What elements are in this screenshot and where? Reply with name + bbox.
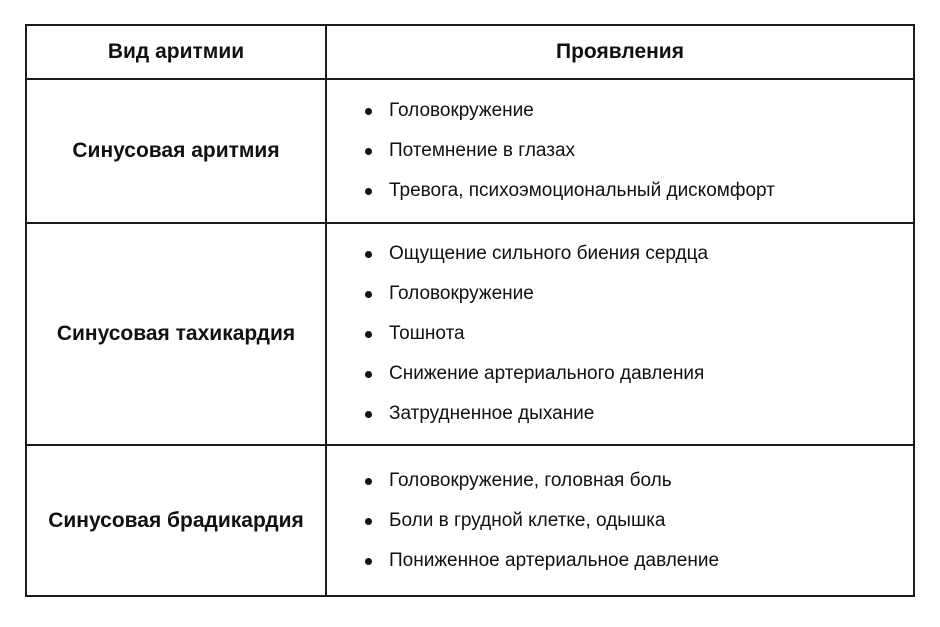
list-item <box>351 140 775 162</box>
list-item <box>351 510 719 532</box>
list-item <box>351 403 708 425</box>
list-item-text: Тревога, психоэмоциональный дискомфорт <box>389 180 775 201</box>
row-3-manifestations-list <box>351 470 719 572</box>
header-arrhythmia-type <box>27 26 327 80</box>
list-item <box>351 243 708 265</box>
list-item-text: Снижение артериального давления <box>389 363 705 384</box>
arrhythmia-table <box>25 24 915 597</box>
row-1-type: Синусовая аритмия <box>72 139 280 162</box>
row-3-manifestations-cell <box>327 446 913 595</box>
list-item <box>351 470 719 492</box>
list-item <box>351 100 775 122</box>
row-2-manifestations-cell <box>327 224 913 446</box>
header-arrhythmia-type-label: Вид аритмии <box>107 40 245 63</box>
list-item-text: Потемнение в глазах <box>389 140 576 161</box>
row-1-manifestations-list <box>351 100 775 202</box>
list-item-text: Затрудненное дыхание <box>389 403 595 424</box>
header-manifestations-label: Проявления <box>556 40 684 63</box>
row-1-type-cell <box>27 80 327 224</box>
row-2-manifestations-list <box>351 243 708 425</box>
list-item-text: Пониженное артериальное давление <box>389 549 720 571</box>
list-item <box>351 363 708 385</box>
bullet-icon <box>365 108 372 115</box>
row-3-type-cell <box>27 446 327 595</box>
bullet-icon <box>365 331 372 338</box>
bullet-icon <box>365 291 372 298</box>
row-1-manifestations-cell <box>327 80 913 224</box>
list-item-text: Головокружение, головная боль <box>389 469 672 491</box>
bullet-icon <box>365 478 372 485</box>
list-item-text: Головокружение <box>389 283 534 304</box>
row-3-type: Синусовая брадикардия <box>48 508 304 532</box>
list-item <box>351 180 775 202</box>
bullet-icon <box>365 371 372 378</box>
bullet-icon <box>365 251 372 258</box>
header-manifestations <box>327 26 913 80</box>
row-2-type: Синусовая тахикардия <box>56 322 296 345</box>
bullet-icon <box>365 411 372 418</box>
row-2-type-cell <box>27 224 327 446</box>
list-item <box>351 550 719 572</box>
bullet-icon <box>365 148 372 155</box>
list-item-text: Тошнота <box>389 323 465 344</box>
bullet-icon <box>365 558 372 565</box>
bullet-icon <box>365 188 372 195</box>
list-item <box>351 323 708 345</box>
list-item-text: Боли в грудной клетке, одышка <box>389 509 666 531</box>
bullet-icon <box>365 518 372 525</box>
list-item-text: Ощущение сильного биения сердца <box>389 243 709 264</box>
list-item <box>351 283 708 305</box>
list-item-text: Головокружение <box>389 100 534 121</box>
